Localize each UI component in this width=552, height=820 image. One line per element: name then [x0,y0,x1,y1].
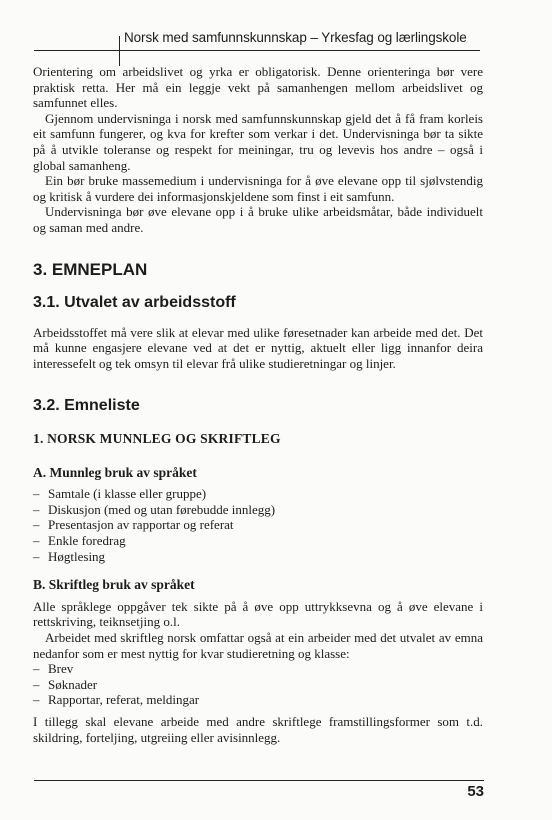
header-tick-mark [119,36,120,66]
section-title-norsk: 1. NORSK MUNNLEG OG SKRIFTLEG [33,431,281,447]
paragraph-utvalet: Arbeidsstoffet må vere slik at elevar med ulike føresetnader kan arbeide med det. Det må kunne engasjere elevane ved at det er nyttig, aktuelt eller ligg innanfor deira interessefelt og tek omsyn til elevar frå ulike studieretningar og linjer. [33,324,483,371]
heading-emneplan: 3. EMNEPLAN [33,259,148,279]
heading-utvalet: 3.1. Utvalet av arbeidsstoff [33,294,236,312]
list-item: – Enkle foredrag [33,533,483,549]
intro-paragraph-2: Gjennom undervisninga i norsk med samfunnskunnskap gjeld det å få fram korleis eit samfunn fungerer, og kva for krefter som verkar i det. Undervisninga bør ta sikte på å utvikle toleranse og respekt for meiningar, tru og levevis hos andre – også i global samanheng. [33,110,483,173]
page-number: 53 [467,783,484,800]
subheading-munnleg: A. Munnleg bruk av språket [33,464,197,480]
paragraph-skriftleg-2: Arbeidet med skriftleg norsk omfattar også at ein arbeider med det utvalet av emna nedanfor som er mest nyttig for kvar studieretning og klasse: [33,630,483,661]
list-item: – Diskusjon (med og utan førebudde innlegg) [33,502,483,518]
skriftleg-list [33,661,483,708]
paragraph-skriftleg-3: I tillegg skal elevane arbeide med andre skriftlege framstillingsformer som t.d. skildring, forteljing, utgreiing eller avisinnlegg. [33,714,483,745]
intro-paragraph-4: Undervisninga bør øve elevane opp i å bruke ulike arbeidsmåtar, både individuelt og saman med andre. [33,204,483,235]
list-item: – Samtale (i klasse eller gruppe) [33,486,483,502]
footer-rule [34,780,484,781]
running-header: Norsk med samfunnskunnskap – Yrkesfag og lærlingskole [124,30,467,45]
list-item: – Rapportar, referat, meldingar [33,692,483,708]
subheading-skriftleg: B. Skriftleg bruk av språket [33,577,195,593]
list-item: – Søknader [33,677,483,693]
header-rule [34,50,480,51]
munnleg-list [33,486,483,564]
page-body [33,64,483,745]
list-item: – Presentasjon av rapportar og referat [33,517,483,533]
paragraph-skriftleg-1: Alle språklege oppgåver tek sikte på å øve opp uttrykksevna og å øve elevane i rettskriving, teiknsetjing o.l. [33,598,483,630]
intro-paragraph-1: Orientering om arbeidslivet og yrka er obligatorisk. Denne orienteringa bør vere praktisk retta. Her må ein leggje vekt på samanhengen mellom arbeidslivet og samfunnet elles. [33,64,483,111]
list-item: – Brev [33,661,483,677]
list-item: – Høgtlesing [33,549,483,565]
intro-paragraph-3: Ein bør bruke massemedium i undervisninga for å øve elevane opp til sjølvstendig og kritisk å vurdere dei informasjonskjeldene som finst i eit samfunn. [33,173,483,204]
heading-emneliste: 3.2. Emneliste [33,396,140,414]
